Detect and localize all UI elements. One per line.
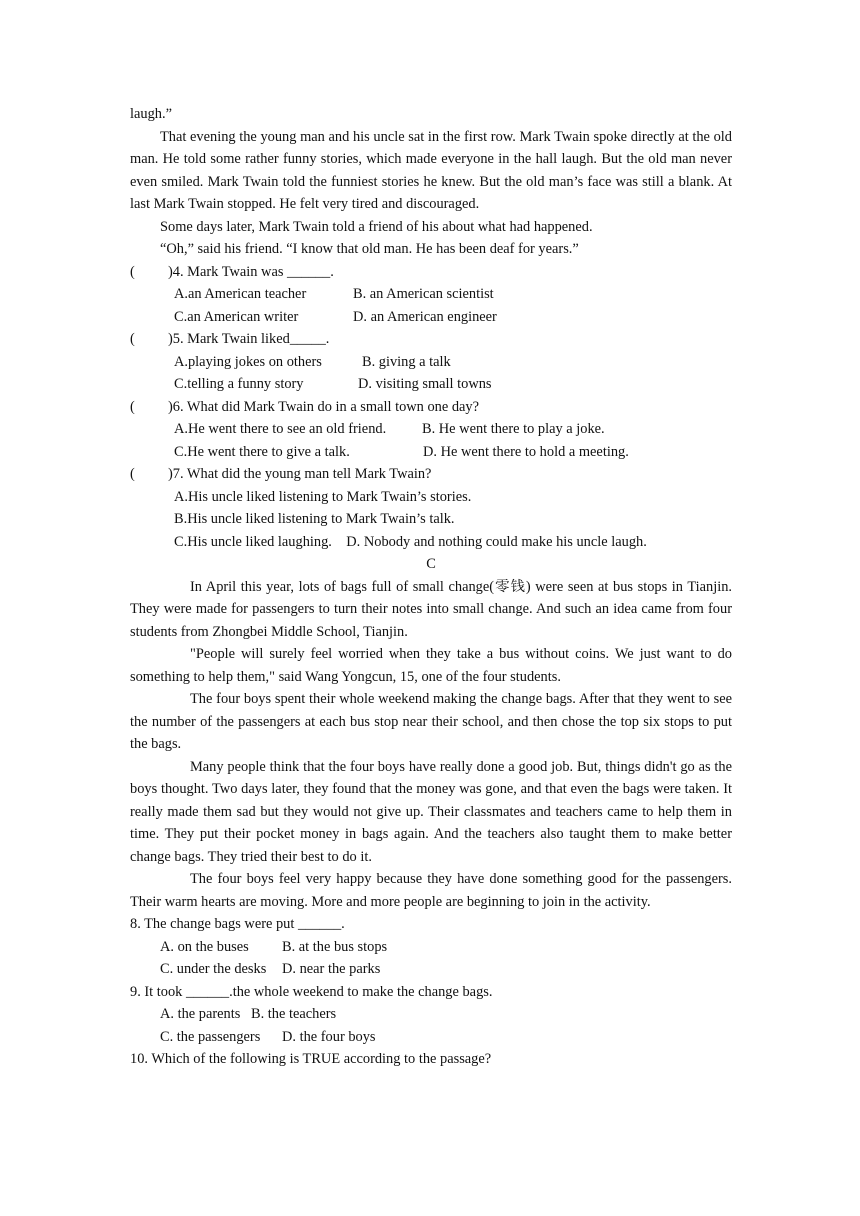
- option-b: B. the teachers: [251, 1006, 337, 1022]
- option-b: B. at the bus stops: [282, 938, 388, 955]
- question-4: [130, 261, 732, 284]
- question-7: [130, 463, 732, 486]
- option-b: B.His uncle liked listening to Mark Twain’s talk.: [174, 511, 455, 527]
- option-a: A.He went there to see an old friend.: [174, 421, 387, 437]
- paragraph: The four boys feel very happy because they have done something good for the passengers. Their warm hearts are moving. More and more people are beginning to join in the activity.: [130, 871, 732, 910]
- option-a: A.an American teacher: [174, 286, 307, 302]
- answer-blank: (: [130, 466, 135, 482]
- paragraph: In April this year, lots of bags full of small change(零钱) were seen at bus stops in Tianjin. They were made for passengers to turn their notes into small change. And such an idea came from four students from Zhongbei Middle School, Tianjin.: [130, 578, 732, 640]
- section-heading: C: [426, 556, 436, 572]
- option-line: [130, 531, 732, 554]
- question-9: 9. It took ______.the whole weekend to make the change bags.: [130, 983, 493, 1000]
- answer-blank: (: [130, 398, 135, 415]
- option-c: C.telling a funny story: [174, 376, 304, 392]
- option-a: A. the parents: [160, 1006, 241, 1022]
- document-page: [130, 103, 732, 1071]
- question-5: [130, 328, 732, 351]
- question-stem: )7. What did the young man tell Mark Twain?: [168, 466, 432, 482]
- question-stem: )6. What did Mark Twain do in a small town one day?: [168, 398, 479, 415]
- question-stem: )5. Mark Twain liked_____.: [168, 331, 330, 347]
- option-row: [130, 418, 732, 441]
- option-b: B. He went there to play a joke.: [422, 421, 605, 437]
- option-a: A.His uncle liked listening to Mark Twain’s stories.: [174, 488, 472, 505]
- paragraph: The four boys spent their whole weekend making the change bags. After that they went to see the number of the passengers at each bus stop near their school, and then chose the top six stops to put the bags.: [130, 691, 732, 752]
- option-d: D. visiting small towns: [358, 376, 492, 392]
- paragraph: laugh.”: [130, 106, 172, 122]
- option-d: D. near the parks: [282, 961, 381, 977]
- option-line: [130, 508, 732, 531]
- answer-blank: (: [130, 331, 135, 347]
- question-8: 8. The change bags were put ______.: [130, 916, 345, 932]
- paragraph: Some days later, Mark Twain told a friend of his about what had happened.: [160, 218, 593, 235]
- option-d: D. the four boys: [282, 1028, 376, 1045]
- option-d: D. an American engineer: [353, 308, 497, 325]
- option-row: [130, 441, 732, 464]
- option-row: [130, 936, 732, 959]
- option-row: [130, 1003, 732, 1026]
- option-c-d: C.His uncle liked laughing. D. Nobody and nothing could make his uncle laugh.: [174, 533, 647, 550]
- option-row: [130, 283, 732, 306]
- option-d: D. He went there to hold a meeting.: [423, 443, 629, 460]
- option-c: C.an American writer: [174, 308, 299, 325]
- question-10: 10. Which of the following is TRUE according to the passage?: [130, 1051, 492, 1067]
- option-a: A.playing jokes on others: [174, 353, 322, 370]
- paragraph: “Oh,” said his friend. “I know that old man. He has been deaf for years.”: [160, 241, 579, 257]
- option-row: [130, 306, 732, 329]
- option-b: B. giving a talk: [362, 353, 451, 370]
- question-6: [130, 396, 732, 419]
- option-c: C. the passengers: [160, 1028, 261, 1045]
- option-row: [130, 1026, 732, 1049]
- option-b: B. an American scientist: [353, 286, 494, 302]
- answer-blank: (: [130, 263, 135, 280]
- option-row: [130, 958, 732, 981]
- question-stem: )4. Mark Twain was ______.: [168, 263, 334, 280]
- option-c: C. under the desks: [160, 961, 267, 977]
- option-row: [130, 351, 732, 374]
- option-a: A. on the buses: [160, 938, 249, 955]
- option-c: C.He went there to give a talk.: [174, 443, 350, 460]
- paragraph: That evening the young man and his uncle sat in the first row. Mark Twain spoke directly at the old man. He told some rather funny stories, which made everyone in the hall laugh. But the old man never even smiled. Mark Twain told the funniest stories he knew. But the old man’s face was still a blank. At last Mark Twain stopped. He felt very tired and discouraged.: [130, 128, 732, 212]
- paragraph: "People will surely feel worried when they take a bus without coins. We just want to do something to help them," said Wang Yongcun, 15, one of the four students.: [130, 646, 732, 685]
- option-row: [130, 373, 732, 396]
- option-line: [130, 486, 732, 509]
- paragraph: Many people think that the four boys have really done a good job. But, things didn't go as the boys thought. Two days later, they found that the money was gone, and that even the bags were taken. It really made them sad but they would not give up. Their classmates and teachers came to help them in time. They put their pocket money in bags again. And the teachers also taught them to make better change bags. They tried their best to do it.: [130, 758, 732, 865]
